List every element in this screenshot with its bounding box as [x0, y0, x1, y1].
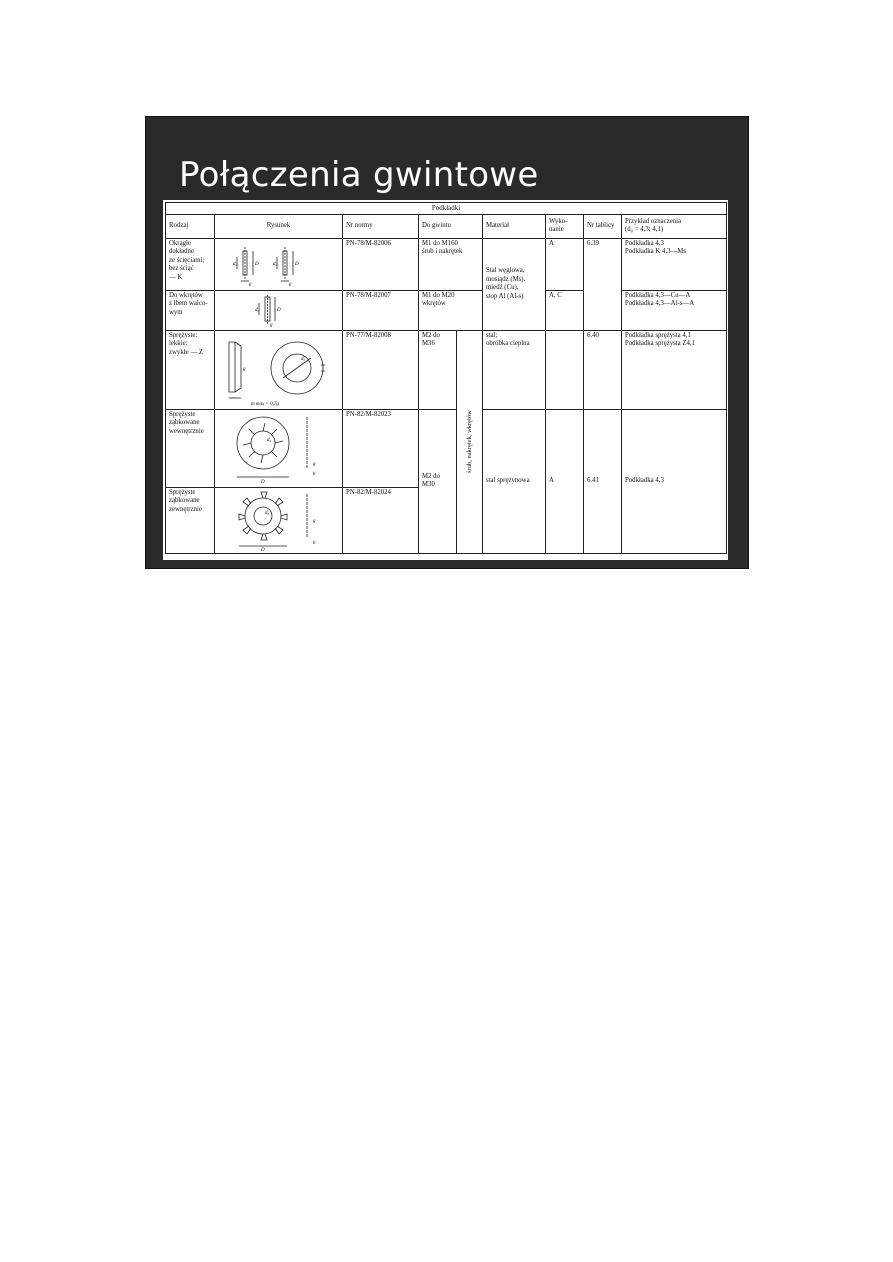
internal-tooth-washer-drawing — [217, 411, 341, 485]
svg-text:D: D — [254, 262, 259, 268]
row3-rodzaj: Sprężyste: lekkie; zwykłe — Z — [166, 330, 215, 409]
row1-rodzaj: Okrągłe dokładne ze ścięciami; bez ściąć — K — [166, 238, 215, 290]
header-rodzaj: Rodzaj — [166, 214, 215, 238]
rows45-przyklad: Podkładka 4,3 — [622, 409, 727, 553]
svg-text:g: g — [269, 323, 272, 328]
rows45-nr-tablicy: 6.41 — [584, 409, 622, 553]
svg-text:d₀: d₀ — [300, 356, 305, 362]
svg-text:g: g — [312, 462, 315, 468]
vertical-label: śrub, nakrętek, wkrętów — [457, 330, 483, 553]
row1-przyklad: Podkładka 4,3 Podkładka K 4,3—Ms — [622, 238, 727, 290]
external-tooth-washer-drawing — [217, 488, 341, 552]
rows45-material: stal sprężynowa — [483, 409, 546, 553]
m-max-label: m max = 0,7g — [250, 401, 279, 407]
header-przyklad: Przykład oznaczenia (d₀ = 4,3; 4,1) — [622, 214, 727, 238]
washer-table — [165, 202, 727, 554]
svg-text:D: D — [260, 548, 265, 553]
spring-washer-drawing — [217, 332, 341, 408]
header-do-gwintu: Do gwintu — [419, 214, 483, 238]
row3-do-gwintu: M2 do M36 — [419, 330, 457, 409]
row2-do-gwintu: M1 do M20 wkrętów — [419, 290, 483, 330]
flat-washer-drawing — [219, 241, 339, 287]
row3-wykonanie — [546, 330, 584, 409]
row3-nr-normy: PN-77/M-82008 — [343, 330, 419, 409]
svg-text:g: g — [312, 519, 315, 525]
header-rysunek: Rysunek — [215, 214, 343, 238]
svg-text:D: D — [260, 480, 265, 486]
svg-text:g: g — [288, 282, 291, 288]
row1-wykonanie: A — [546, 238, 584, 290]
svg-text:d₀: d₀ — [232, 262, 237, 268]
row5-rodzaj: Sprężyste ząbkowane zewnętrznie — [166, 487, 215, 553]
row1-figure — [215, 238, 343, 290]
rows12-nr-tablicy: 6.39 — [584, 238, 622, 330]
row1-nr-normy: PN-78/M-82006 — [343, 238, 419, 290]
rows12-material: Stal węglowa, mosiądz (Ms), miedź (Cu), stop Al (Al-s) — [483, 238, 546, 330]
slide — [145, 116, 749, 569]
svg-text:D: D — [294, 262, 299, 268]
row2-rodzaj: Do wkrętów z łbem walco- wym — [166, 290, 215, 330]
table-caption: Podkładki — [166, 203, 727, 215]
header-material: Materiał — [483, 214, 546, 238]
rows45-do-gwintu: M2 do M30 — [419, 409, 457, 553]
row3-figure — [215, 330, 343, 409]
svg-text:d₀: d₀ — [272, 262, 277, 268]
row2-figure — [215, 290, 343, 330]
svg-text:D: D — [276, 308, 281, 314]
svg-text:g: g — [242, 366, 245, 372]
svg-text:g: g — [248, 282, 251, 288]
svg-text:h: h — [312, 472, 315, 478]
row2-nr-normy: PN-78/M-82007 — [343, 290, 419, 330]
svg-text:h: h — [312, 541, 315, 547]
row3-material: stal; obróbka cieplna — [483, 330, 546, 409]
slide-title: Połączenia gwintowe — [179, 155, 539, 195]
row2-wykonanie: A, C — [546, 290, 584, 330]
header-nr-tablicy: Nr tablicy — [584, 214, 622, 238]
header-nr-normy: Nr normy — [343, 214, 419, 238]
svg-text:d₀: d₀ — [266, 438, 271, 444]
row3-nr-tablicy: 6.40 — [584, 330, 622, 409]
row5-figure — [215, 487, 343, 553]
rows45-wykonanie: A — [546, 409, 584, 553]
row4-rodzaj: Sprężyste ząbkowane wewnętrznie — [166, 409, 215, 487]
washer-table-sheet — [163, 200, 728, 560]
row5-nr-normy: PN-82/M-82024 — [343, 487, 419, 553]
row4-nr-normy: PN-82/M-82023 — [343, 409, 419, 487]
row2-przyklad: Podkładka 4,3—Cu—A Podkładka 4,3—Al-s—A — [622, 290, 727, 330]
header-wykonanie: Wyko- nanie — [546, 214, 584, 238]
svg-text:d₀: d₀ — [254, 308, 259, 314]
svg-text:d₀: d₀ — [264, 511, 269, 517]
screw-washer-drawing — [219, 293, 339, 327]
row1-do-gwintu: M1 do M160 śrub i nakrętek — [419, 238, 483, 290]
row4-figure — [215, 409, 343, 487]
row3-przyklad: Podkładka sprężysta 4,1 Podkładka sprężysta Z4,1 — [622, 330, 727, 409]
